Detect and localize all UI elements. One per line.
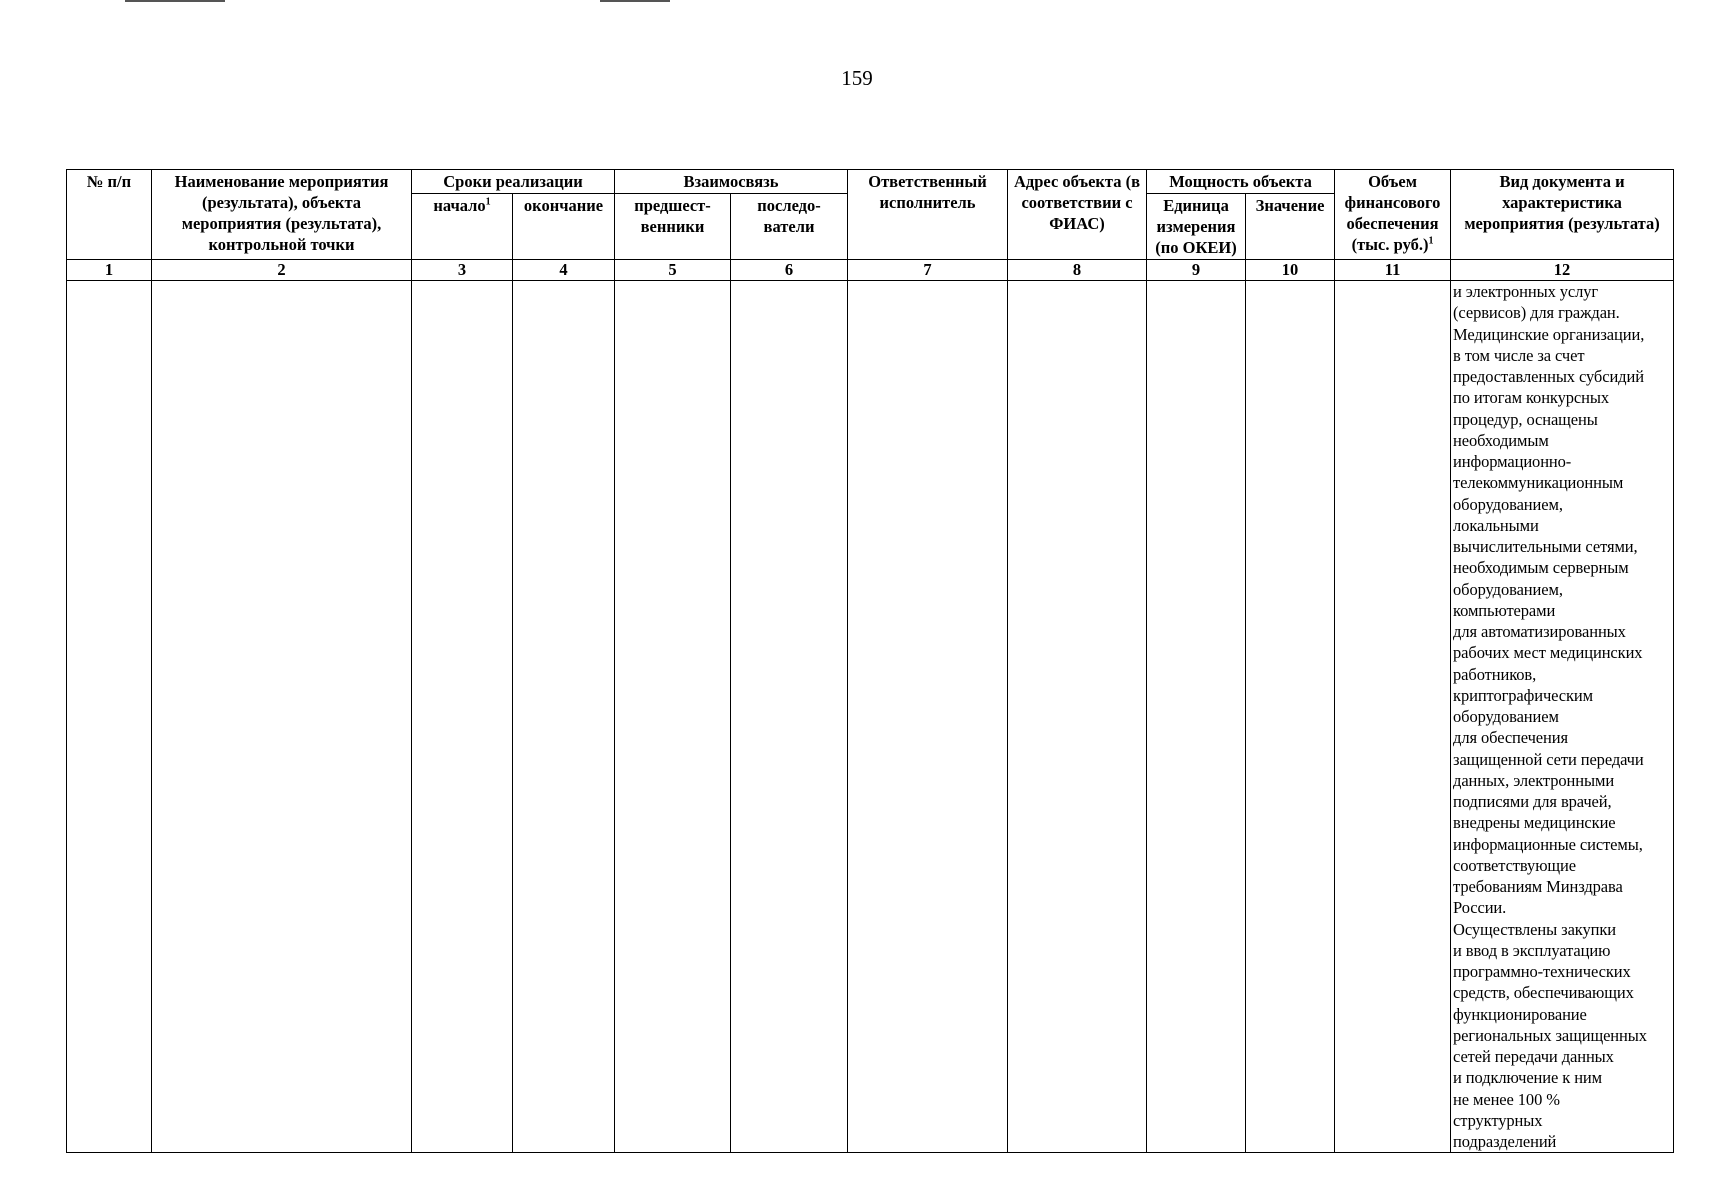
scan-mark-right bbox=[600, 0, 670, 2]
header-address: Адрес объекта (в соответствии с ФИАС) bbox=[1008, 170, 1147, 260]
column-number: 5 bbox=[615, 260, 731, 281]
header-finance-sup: 1 bbox=[1428, 235, 1434, 247]
cell-description bbox=[1451, 281, 1674, 1153]
description-line: и подключение к ним bbox=[1453, 1068, 1603, 1088]
description-line: работников, bbox=[1453, 664, 1537, 684]
description-line: информационные системы, bbox=[1453, 834, 1643, 854]
description-line: Медицинские организации, bbox=[1453, 324, 1645, 344]
description-line: сетей передачи данных bbox=[1453, 1047, 1614, 1066]
column-number: 12 bbox=[1451, 260, 1674, 281]
header-unit: Единица измерения (по ОКЕИ) bbox=[1147, 194, 1246, 260]
cell-responsible bbox=[848, 281, 1008, 1153]
header-next: последо-ватели bbox=[731, 194, 848, 260]
description-line: и ввод в эксплуатацию bbox=[1453, 940, 1611, 960]
description-line: не менее 100 % bbox=[1453, 1089, 1560, 1109]
description-line: и электронных услуг bbox=[1453, 282, 1599, 301]
header-doc-type: Вид документа и характеристика мероприятия (результата) bbox=[1451, 170, 1674, 260]
description-line: защищенной сети передачи bbox=[1453, 749, 1644, 769]
description-line: функционирование bbox=[1453, 1004, 1587, 1024]
cell-start bbox=[412, 281, 513, 1153]
description-line: средств, обеспечивающих bbox=[1453, 983, 1634, 1003]
description-line: необходимым серверным bbox=[1453, 558, 1629, 578]
header-finance-text: Объем финансового обеспечения (тыс. руб.) bbox=[1344, 172, 1441, 254]
description-line: вычислительными сетями, bbox=[1453, 537, 1638, 556]
description-line: рабочих мест медицинских bbox=[1453, 643, 1643, 663]
cell-address bbox=[1008, 281, 1147, 1153]
table-row bbox=[67, 281, 1674, 1153]
column-number: 7 bbox=[848, 260, 1008, 281]
activities-table bbox=[66, 169, 1674, 1153]
description-line: внедрены медицинские bbox=[1453, 813, 1616, 833]
header-value: Значение bbox=[1246, 194, 1335, 260]
cell-name bbox=[152, 281, 412, 1153]
header-start-text: начало bbox=[433, 196, 486, 215]
description-line: региональных защищенных bbox=[1453, 1025, 1647, 1045]
scan-mark-left bbox=[125, 0, 225, 2]
column-number: 9 bbox=[1147, 260, 1246, 281]
cell-finance bbox=[1335, 281, 1451, 1153]
description-line: подписями для врачей, bbox=[1453, 792, 1612, 811]
header-responsible: Ответственный исполнитель bbox=[848, 170, 1008, 260]
description-line: (сервисов) для граждан. bbox=[1453, 303, 1620, 323]
description-line: Осуществлены закупки bbox=[1453, 919, 1616, 939]
description-line: оборудованием, bbox=[1453, 494, 1563, 514]
description-line: для автоматизированных bbox=[1453, 622, 1626, 641]
description-line: для обеспечения bbox=[1453, 728, 1568, 748]
cell-end bbox=[513, 281, 615, 1153]
column-number: 11 bbox=[1335, 260, 1451, 281]
header-row-1 bbox=[67, 170, 1674, 194]
header-capacity: Мощность объекта bbox=[1147, 170, 1335, 194]
column-number-row bbox=[67, 260, 1674, 281]
cell-num bbox=[67, 281, 152, 1153]
description-line: России. bbox=[1453, 898, 1507, 918]
header-link: Взаимосвязь bbox=[615, 170, 848, 194]
description-line: соответствующие bbox=[1453, 855, 1576, 875]
column-number: 1 bbox=[67, 260, 152, 281]
column-number: 8 bbox=[1008, 260, 1147, 281]
header-finance bbox=[1335, 170, 1451, 260]
header-terms: Сроки реализации bbox=[412, 170, 615, 194]
description-line: оборудованием, bbox=[1453, 579, 1563, 599]
description-line: информационно- bbox=[1453, 452, 1572, 471]
description-line: подразделений bbox=[1453, 1132, 1557, 1151]
column-number: 2 bbox=[152, 260, 412, 281]
column-number: 6 bbox=[731, 260, 848, 281]
column-number: 4 bbox=[513, 260, 615, 281]
description-line: программно-технических bbox=[1453, 962, 1631, 981]
header-start-sup: 1 bbox=[485, 196, 491, 208]
description-line: по итогам конкурсных bbox=[1453, 388, 1609, 408]
description-line: предоставленных субсидий bbox=[1453, 367, 1644, 386]
header-start bbox=[412, 194, 513, 260]
page-number: 159 bbox=[841, 66, 873, 90]
description-line: необходимым bbox=[1453, 430, 1549, 450]
description-line: локальными bbox=[1453, 515, 1539, 535]
description-line: процедур, оснащены bbox=[1453, 409, 1598, 429]
column-number: 3 bbox=[412, 260, 513, 281]
column-number: 10 bbox=[1246, 260, 1335, 281]
description-line: в том числе за счет bbox=[1453, 345, 1585, 365]
description-line: оборудованием bbox=[1453, 707, 1559, 726]
description-line: компьютерами bbox=[1453, 600, 1556, 620]
cell-prev bbox=[615, 281, 731, 1153]
header-name: Наименование мероприятия (результата), объекта мероприятия (результата), контрольной точки bbox=[152, 170, 412, 260]
header-end: окончание bbox=[513, 194, 615, 260]
cell-next bbox=[731, 281, 848, 1153]
description-line: телекоммуникационным bbox=[1453, 473, 1624, 493]
description-line: данных, электронными bbox=[1453, 770, 1615, 790]
description-line: криптографическим bbox=[1453, 685, 1594, 705]
cell-value bbox=[1246, 281, 1335, 1153]
description-line: требованиям Минздрава bbox=[1453, 877, 1623, 896]
cell-unit bbox=[1147, 281, 1246, 1153]
header-num: № п/п bbox=[67, 170, 152, 260]
header-prev: предшест-венники bbox=[615, 194, 731, 260]
description-line: структурных bbox=[1453, 1110, 1543, 1130]
